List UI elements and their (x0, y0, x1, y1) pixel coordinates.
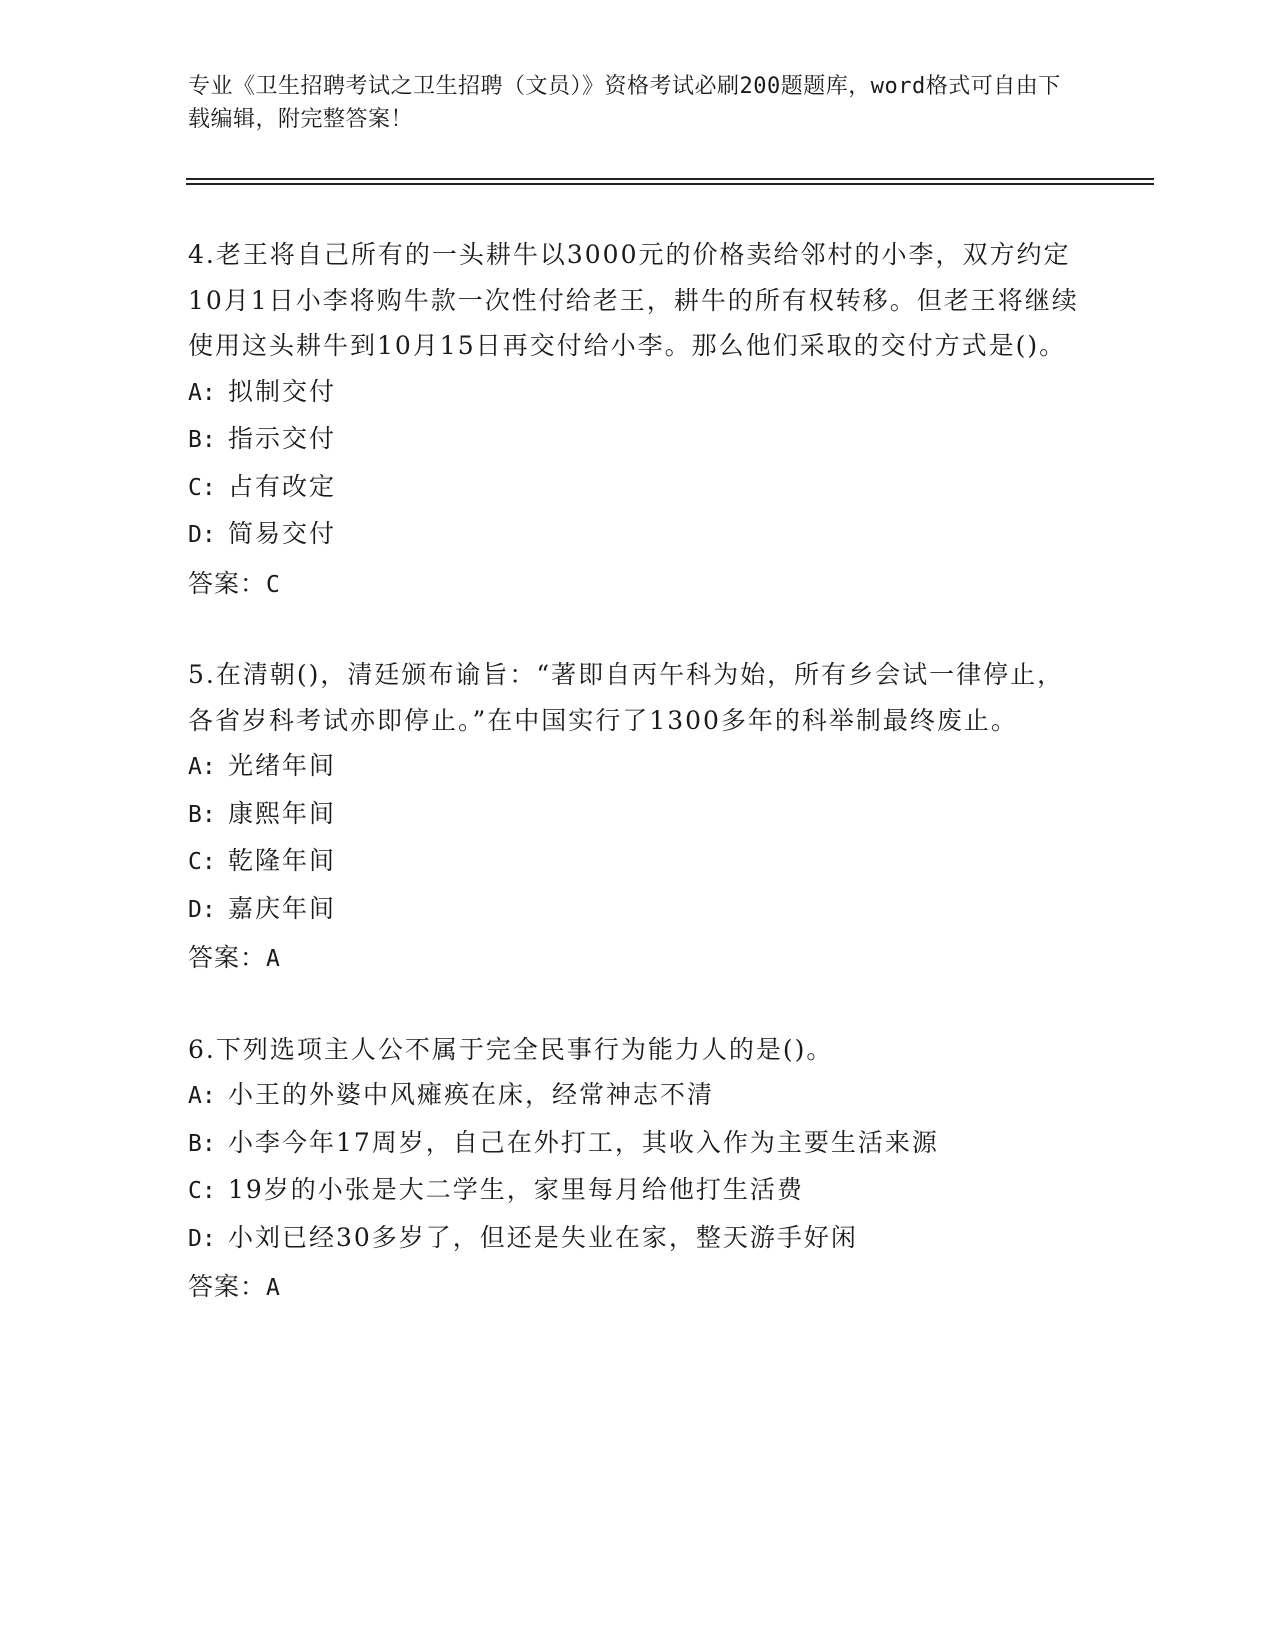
option-a (188, 369, 1088, 417)
option-text: 占有改定 (228, 471, 337, 501)
option-c (188, 464, 1088, 512)
option-text: 19岁的小张是大二学生，家里每月给他打生活费 (228, 1175, 804, 1204)
option-b (188, 1120, 1088, 1168)
question-list (188, 232, 1088, 1356)
option-key: C: (188, 474, 216, 501)
question-stem: 6.下列选项主人公不属于完全民事行为能力人的是()。 (188, 1034, 834, 1064)
header-divider-top (186, 178, 1154, 180)
option-key: D: (188, 896, 216, 923)
option-text: 拟制交付 (228, 376, 337, 406)
option-key: C: (188, 1178, 216, 1204)
answer-line (188, 1264, 1088, 1312)
option-d (188, 511, 1088, 559)
answer-line (188, 561, 1088, 609)
option-b (188, 791, 1088, 839)
question-stem: 4.老王将自己所有的一头耕牛以3000元的价格卖给邻村的小李，双方约定10月1日小李将购牛款一次性付给老王，耕牛的所有权转移。但老王将继续使用这头耕牛到10月15日再交付给小李。那么他们采取的交付方式是()。 (188, 240, 1079, 360)
option-c (188, 1167, 1088, 1215)
option-d (188, 1215, 1088, 1263)
answer-label: 答案： (188, 943, 267, 972)
option-text: 康熙年间 (228, 798, 337, 828)
option-key: C: (188, 849, 216, 875)
option-key: A: (188, 754, 216, 780)
option-text: 小王的外婆中风瘫痪在床，经常神志不清 (228, 1080, 715, 1109)
option-text: 光绪年间 (228, 751, 337, 780)
option-a (188, 1072, 1088, 1120)
answer-value: A (266, 1275, 281, 1301)
option-text: 小李今年17周岁，自己在外打工，其收入作为主要生活来源 (228, 1127, 939, 1157)
option-key: D: (188, 522, 216, 548)
option-key: D: (188, 1225, 216, 1252)
option-c (188, 838, 1088, 886)
question-6 (188, 1027, 1088, 1312)
answer-value: C (266, 571, 281, 598)
question-stem: 5.在清朝()，清廷颁布谕旨：“著即自丙午科为始，所有乡会试一律停止，各省岁科考试亦即停止。”在中国实行了1300多年的科举制最终废止。 (188, 660, 1065, 735)
answer-label: 答案： (188, 568, 267, 598)
answer-line (188, 935, 1088, 983)
option-d (188, 886, 1088, 934)
document-header (188, 70, 1068, 136)
option-text: 小刘已经30多岁了，但还是失业在家，整天游手好闲 (228, 1222, 858, 1252)
option-text: 指示交付 (228, 424, 337, 453)
option-text: 乾隆年间 (228, 846, 337, 875)
option-key: A: (188, 379, 216, 406)
option-text: 简易交付 (228, 519, 337, 548)
option-text: 嘉庆年间 (228, 893, 337, 923)
header-title: 专业《卫生招聘考试之卫生招聘（文员）》资格考试必刷200题题库，word格式可自由下载编辑，附完整答案！ (188, 74, 1061, 132)
question-4 (188, 232, 1088, 608)
option-b (188, 416, 1088, 464)
header-divider-bottom (186, 183, 1154, 185)
option-key: B: (188, 427, 216, 453)
answer-value: A (266, 946, 281, 972)
option-key: A: (188, 1083, 216, 1109)
answer-label: 答案： (188, 1272, 267, 1301)
question-5 (188, 652, 1088, 983)
option-key: B: (188, 801, 216, 828)
option-key: B: (188, 1130, 216, 1157)
option-a (188, 743, 1088, 791)
